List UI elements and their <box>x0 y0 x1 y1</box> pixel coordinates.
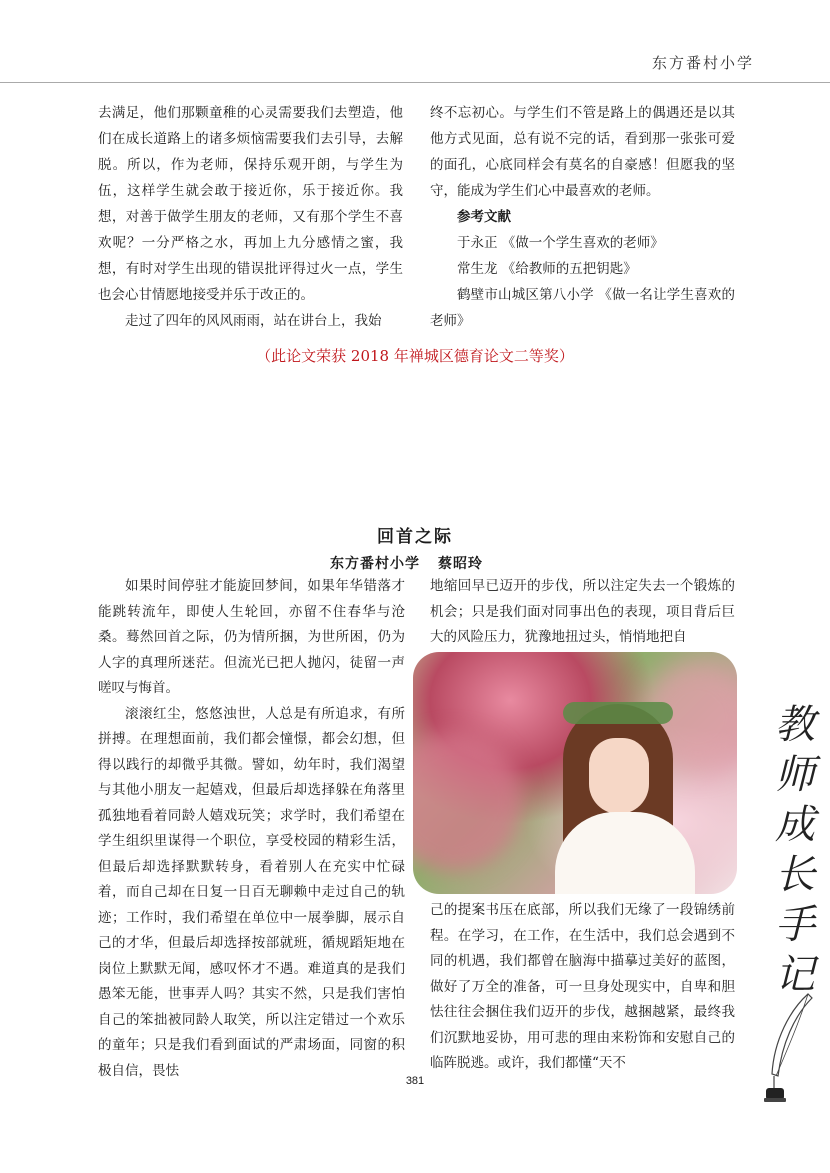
side-title-char: 手 <box>775 902 815 948</box>
paragraph: 终不忘初心。与学生们不管是路上的偶遇还是以其他方式见面，总有说不完的话，看到那一张张可爱的面孔，心底同样会有莫名的自豪感！但愿我的坚守，能成为学生们心中最喜欢的老师。 <box>430 105 735 199</box>
side-title-char: 长 <box>775 852 815 898</box>
paragraph: 己的提案书压在底部，所以我们无缘了一段锦绣前程。在学习，在工作，在生活中，我们总会遇到不同的机遇，我们都曾在脑海中描摹过美好的蓝图，做好了万全的准备，可一旦身处现实中，自卑和胆怯往往会捆住我们迈开的步伐，越捆越紧，最终我们沉默地妥协，用可悲的理由来粉饰和安慰自己的临阵脱逃。或许，我们都懂“天不 <box>430 902 735 1071</box>
top-left-column <box>98 100 403 334</box>
quill-pen-icon <box>760 990 820 1110</box>
reference-item: 于永正 《做一个学生喜欢的老师》 <box>457 235 664 251</box>
side-title-char: 成 <box>775 802 815 848</box>
side-title-char: 教 <box>775 702 815 748</box>
references-heading: 参考文献 <box>457 209 511 225</box>
header-rule <box>0 82 830 83</box>
award-note: （此论文荣获 2018 年禅城区德育论文二等奖） <box>256 347 574 365</box>
page-number: 381 <box>405 1075 425 1087</box>
article-title: 回首之际 <box>377 527 453 547</box>
paragraph: 滚滚红尘，悠悠浊世，人总是有所追求，有所拼搏。在理想面前，我们都会憧憬，都会幻想，但得以践行的却微乎其微。譬如，幼年时，我们渴望与其他小朋友一起嬉戏，但最后却选择躲在角落里孤独地看着同龄人嬉戏玩笑；求学时，我们希望在学生组织里谋得一个职位，享受校园的精彩生活，但最后却选择默默转身，看着别人在充实中忙碌着，而自己却在日复一日百无聊赖中走过自己的轨迹；工作时，我们希望在单位中一展拳脚，展示自己的才华，但最后却选择按部就班，循规蹈矩地在岗位上默默无闻，感叹怀才不遇。难道真的是我们愚笨无能，世事弄人吗？其实不然，只是我们害怕自己的笨拙被同龄人取笑，所以注定错过一个欢乐的童年；只是我们看到面试的严肃场面，同窗的积极自信，畏怯 <box>98 705 405 1079</box>
reference-item: 常生龙 《给教师的五把钥匙》 <box>457 261 637 277</box>
author-photo <box>413 652 737 894</box>
author-school: 东方番村小学 <box>330 556 420 572</box>
bottom-right-column-bottom <box>430 898 735 1077</box>
side-title-char: 师 <box>775 752 815 798</box>
paragraph: 去满足，他们那颗童稚的心灵需要我们去塑造，他们在成长道路上的诸多烦恼需要我们去引导，去解脱。所以，作为老师，保持乐观开朗，与学生为伍，这样学生就会敢于接近你，乐于接近你。我想，对善于做学生朋友的老师，又有那个学生不喜欢呢？一分严格之水，再加上九分感情之蜜，我想，有时对学生出现的错误批评得过火一点，学生也会心甘情愿地接受并乐于改正的。 <box>98 105 403 303</box>
reference-item: 鹤壁市山城区第八小学 《做一名让学生喜欢的老师》 <box>430 287 735 329</box>
bottom-right-column-top <box>430 574 735 651</box>
side-title-char: 记 <box>775 952 815 998</box>
section-side-title <box>770 700 820 1000</box>
paragraph: 走过了四年的风风雨雨，站在讲台上，我始 <box>125 313 382 329</box>
byline <box>330 553 501 573</box>
running-header: 东方番村小学 <box>652 54 755 72</box>
author-name: 蔡昭玲 <box>438 556 483 572</box>
top-right-column <box>430 100 735 334</box>
paragraph: 如果时间停驻才能旋回梦间，如果年华错落才能跳转流年，即使人生轮回，亦留不住春华与沧桑。蓦然回首之际，仍为情所捆，为世所困，仍为人字的真理所迷茫。但流光已把人抛闪，徒留一声嗟叹与悔首。 <box>98 578 405 696</box>
paragraph: 地缩回早已迈开的步伐，所以注定失去一个锻炼的机会；只是我们面对同事出色的表现，项目背后巨大的风险压力，犹豫地扭过头，悄悄地把自 <box>430 578 735 645</box>
bottom-left-column <box>98 574 405 1084</box>
